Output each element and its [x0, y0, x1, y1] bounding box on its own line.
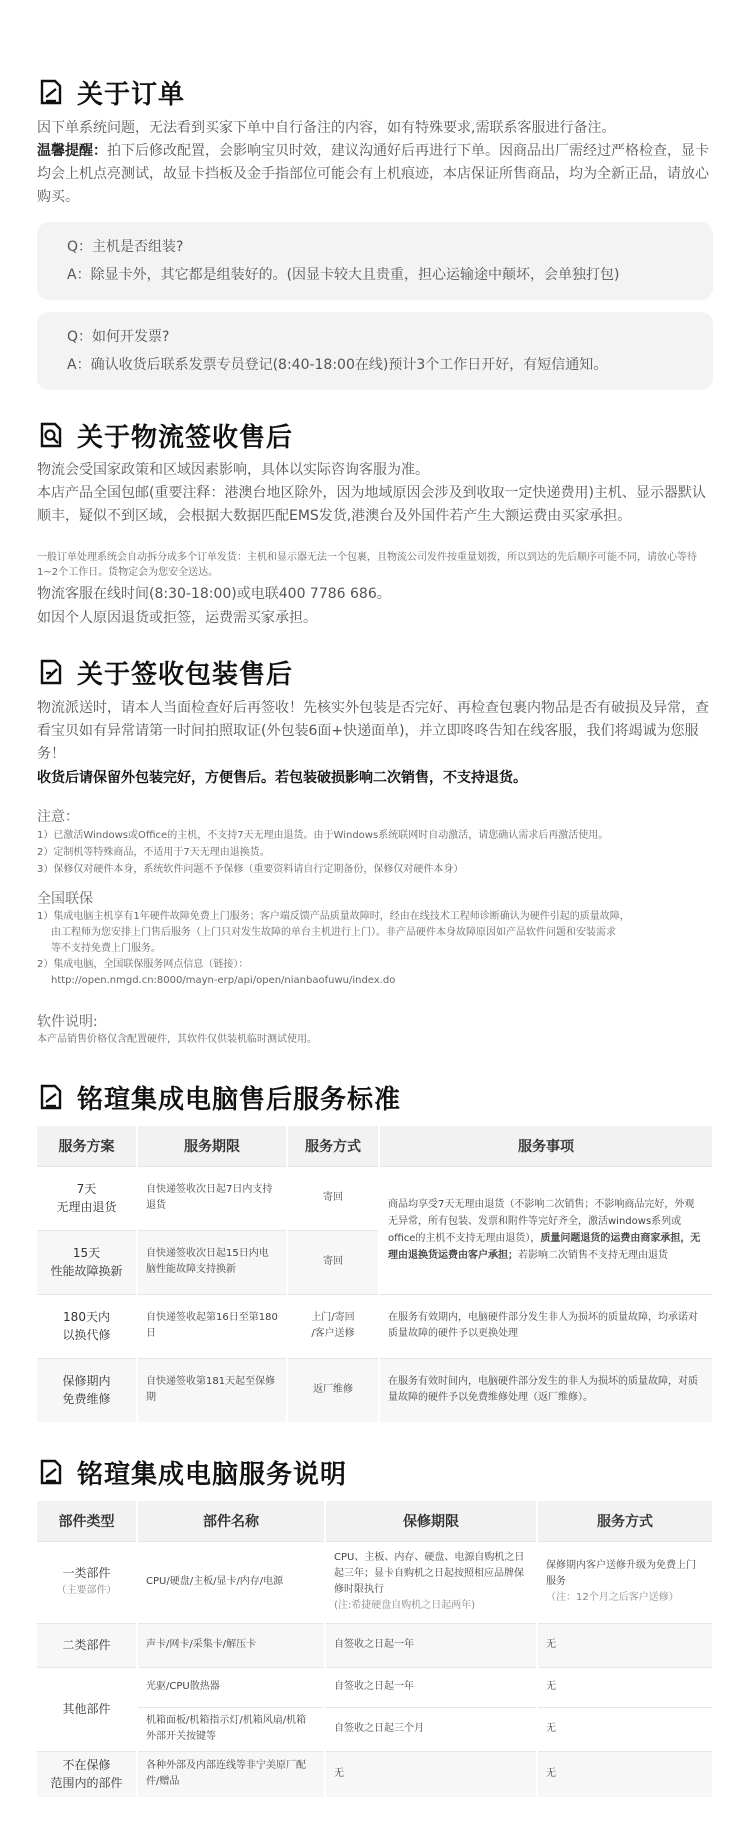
part-type-cell: 不在保修 范围内的部件 [37, 1751, 137, 1797]
period-note: (注:希捷硬盘自购机之日起两年) [334, 1600, 476, 1611]
method-cell: 上门/寄回 /客户送修 [287, 1294, 379, 1358]
matter-bold-text: 质量问题退货的运费由商家承担，无理由退换货运费由客户承担； [388, 1233, 701, 1261]
order-reminder-label: 温馨提醒： [37, 143, 107, 159]
part-type-cell: 二类部件 [37, 1623, 137, 1667]
warranty-line-3: 等不支持免费上门服务。 [51, 943, 161, 954]
logistics-small-text: 一般订单处理系统会自动拆分成多个订单发货：主机和显示器无法一个包裹，且物流公司发件按重量划拨，所以到达的先后顺序可能不同，请放心等待1~2个工作日。货物定会为您安全送达。 [37, 552, 697, 578]
part-name-cell: 机箱面板/机箱指示灯/机箱风扇/机箱外部开关按键等 [137, 1707, 325, 1751]
plan-cell: 保修期内 免费维修 [37, 1358, 137, 1422]
plan-cell: 15天 性能故障换新 [37, 1230, 137, 1294]
qa-question: Q：如何开发票? [67, 329, 170, 345]
warranty-line-4: 2）集成电脑，全国联保服务网点信息（链接）： [37, 959, 249, 970]
logistics-text-1: 物流会受国家政策和区域因素影响，具体以实际咨询客服为准。 [37, 462, 429, 478]
document-edit-icon [37, 1458, 65, 1486]
part-type-sublabel: （主要部件） [56, 1585, 117, 1596]
period-cell [325, 1541, 537, 1623]
software-heading: 软件说明: [37, 1014, 98, 1030]
software-text: 本产品销售价格仅含配置硬件，其软件仅供装机临时测试使用。 [37, 1034, 317, 1045]
qa-answer: A：确认收货后联系发票专员登记(8:40-18:00在线)预计3个工作日开好，有短信通知。 [67, 357, 608, 373]
notice-block [37, 807, 717, 878]
service-standard-table [37, 1126, 714, 1422]
col-header: 部件类型 [37, 1501, 137, 1541]
order-reminder-text: 拍下后修改配置，会影响宝贝时效，建议沟通好后再进行下单。因商品出厂需经过严格检查，显卡均会上机点亮测试，故显卡挡板及金手指部位可能会有上机痕迹，本店保证所售商品，均为全新正品，请放心购买。 [37, 143, 709, 205]
col-header: 服务事项 [379, 1126, 713, 1166]
period-cell: 自签收之日起三个月 [325, 1707, 537, 1751]
table-header-row [37, 1126, 713, 1166]
section-order-header [37, 72, 185, 112]
period-cell: 自快递签收第181天起至保修期 [137, 1358, 287, 1422]
service-cell: 无 [537, 1751, 713, 1797]
table-row [37, 1358, 713, 1422]
section-service-desc-header [37, 1452, 347, 1492]
package-text-1: 物流派送时，请本人当面检查好后再签收！先核实外包装是否完好、再检查包裹内物品是否有破损及异常，查看宝贝如有异常请第一时间拍照取证(外包装6面+快递面单)，并立即咚咚告知在线客服，我们将竭诚为您服务！ [37, 700, 709, 762]
matter-cell: 在服务有效时间内，电脑硬件部分发生的非人为损坏的质量故障，对质量故障的硬件予以免费维修处理（返厂维修）。 [379, 1358, 713, 1422]
col-header: 部件名称 [137, 1501, 325, 1541]
period-cell: 自快递签收次日起15日内电脑性能故障支持换新 [137, 1230, 287, 1294]
table-header-row [37, 1501, 713, 1541]
notice-heading: 注意： [37, 809, 79, 825]
part-name-cell: CPU/硬盘/主板/显卡/内存/电源 [137, 1541, 325, 1623]
software-block [37, 1012, 717, 1047]
warranty-link[interactable]: http://open.nmgd.cn:8000/mayn-erp/api/open/nianbaofuwu/index.do [51, 975, 396, 986]
document-edit-icon [37, 1083, 65, 1111]
matter-text: 若影响二次销售不支持无理由退货 [518, 1250, 668, 1261]
period-cell: 无 [325, 1751, 537, 1797]
qa-answer: A：除显卡外，其它都是组装好的。(因显卡较大且贵重，担心运输途中颠坏，会单独打包) [67, 267, 620, 283]
col-header: 服务方式 [287, 1126, 379, 1166]
plan-cell: 7天 无理由退货 [37, 1166, 137, 1230]
logistics-text-3: 物流客服在线时间(8:30-18:00)或电联400 7786 686。 [37, 586, 391, 602]
part-name-cell: 声卡/网卡/采集卡/解压卡 [137, 1623, 325, 1667]
col-header: 服务方式 [537, 1501, 713, 1541]
logistics-text-4: 如因个人原因退货或拒签，运费需买家承担。 [37, 610, 317, 626]
service-cell: 无 [537, 1667, 713, 1707]
period-text: CPU、主板、内存、硬盘、电源自购机之日起三年；显卡自购机之日起按照相应品牌保修时限执行 [334, 1552, 525, 1595]
service-note: （注：12个月之后客户送修） [546, 1592, 679, 1603]
notice-item-2: 2）定制机等特殊商品，不适用于7天无理由退换货。 [37, 847, 270, 858]
table-row [37, 1667, 713, 1707]
document-search-icon [37, 421, 65, 449]
warranty-line-1: 1）集成电脑主机享有1年硬件故障免费上门服务；客户端反馈产品质量故障时，经由在线技术工程师诊断确认为硬件引起的质量故障， [37, 911, 630, 922]
warranty-block [37, 889, 717, 989]
section-package-header [37, 652, 293, 692]
table-row [37, 1623, 713, 1667]
part-name-cell: 光驱/CPU散热器 [137, 1667, 325, 1707]
section-order-title: 关于订单 [77, 79, 186, 110]
order-text-2 [37, 140, 717, 209]
section-service-std-header [37, 1077, 401, 1117]
service-cell: 无 [537, 1623, 713, 1667]
table-row [37, 1166, 713, 1230]
plan-cell: 180天内 以换代修 [37, 1294, 137, 1358]
section-logistics-header [37, 415, 293, 455]
part-type-cell [37, 1541, 137, 1623]
document-edit-icon [37, 78, 65, 106]
warranty-line-2: 由工程师为您安排上门售后服务（上门只对发生故障的单台主机进行上门）。非产品硬件本身故障原因如产品软件问题和安装需求 [51, 927, 616, 938]
service-text: 保修期内客户送修升级为免费上门服务 [546, 1560, 696, 1587]
section-logistics-title: 关于物流签收售后 [77, 422, 294, 453]
section-service-std-title: 铭瑄集成电脑售后服务标准 [77, 1084, 402, 1115]
qa-card-assembly [37, 222, 713, 300]
method-cell: 寄回 [287, 1166, 379, 1230]
qa-card-invoice [37, 312, 713, 390]
table-row [37, 1707, 713, 1751]
matter-text: 商品均享受7天无理由退货（不影响二次销售；不影响商品完好，外观无异常，所有包装、发票和附件等完好齐全，激活windows系列或office的主机不支持无理由退货）， [388, 1199, 695, 1244]
section-package-title: 关于签收包装售后 [77, 659, 294, 690]
matter-cell: 在服务有效期内，电脑硬件部分发生非人为损坏的质量故障，均承诺对质量故障的硬件予以更换处理 [379, 1294, 713, 1358]
method-cell: 返厂维修 [287, 1358, 379, 1422]
notice-item-1: 1）已激活Windows或Office的主机，不支持7天无理由退货。由于Windows系统联网时自动激活，请您确认需求后再激活使用。 [37, 830, 609, 841]
table-row [37, 1751, 713, 1797]
order-text-1: 因下单系统问题，无法看到买家下单中自行备注的内容，如有特殊要求,需联系客服进行备注。 [37, 120, 616, 136]
service-cell [537, 1541, 713, 1623]
period-cell: 自签收之日起一年 [325, 1667, 537, 1707]
document-pen-icon [37, 658, 65, 686]
col-header: 服务方案 [37, 1126, 137, 1166]
period-cell: 自快递签收起第16日至第180日 [137, 1294, 287, 1358]
col-header: 保修期限 [325, 1501, 537, 1541]
table-row [37, 1294, 713, 1358]
period-cell: 自快递签收次日起7日内支持退货 [137, 1166, 287, 1230]
col-header: 服务期限 [137, 1126, 287, 1166]
matter-cell [379, 1166, 713, 1294]
qa-question: Q：主机是否组装? [67, 239, 184, 255]
method-cell: 寄回 [287, 1230, 379, 1294]
section-service-desc-title: 铭瑄集成电脑服务说明 [77, 1459, 348, 1490]
service-description-table [37, 1501, 714, 1797]
period-cell: 自签收之日起一年 [325, 1623, 537, 1667]
part-type-cell: 其他部件 [37, 1667, 137, 1751]
table-row [37, 1541, 713, 1623]
service-cell: 无 [537, 1707, 713, 1751]
notice-item-3: 3）保修仅对硬件本身，系统软件问题不予保修（重要资料请自行定期备份，保修仅对硬件本身） [37, 864, 464, 875]
part-name-cell: 各种外部及内部连线等非宁美原厂配件/赠品 [137, 1751, 325, 1797]
warranty-heading: 全国联保 [37, 891, 93, 907]
package-text-2: 收货后请保留外包装完好，方便售后。若包装破损影响二次销售，不支持退货。 [37, 770, 527, 786]
part-type-label: 一类部件 [62, 1566, 111, 1580]
logistics-text-2: 本店产品全国包邮(重要注释：港澳台地区除外，因为地域原因会涉及到收取一定快递费用)主机、显示器默认顺丰，疑似不到区域，会根据大数据匹配EMS发货,港澳台及外国件若产生大额运费由买家承担。 [37, 485, 706, 524]
